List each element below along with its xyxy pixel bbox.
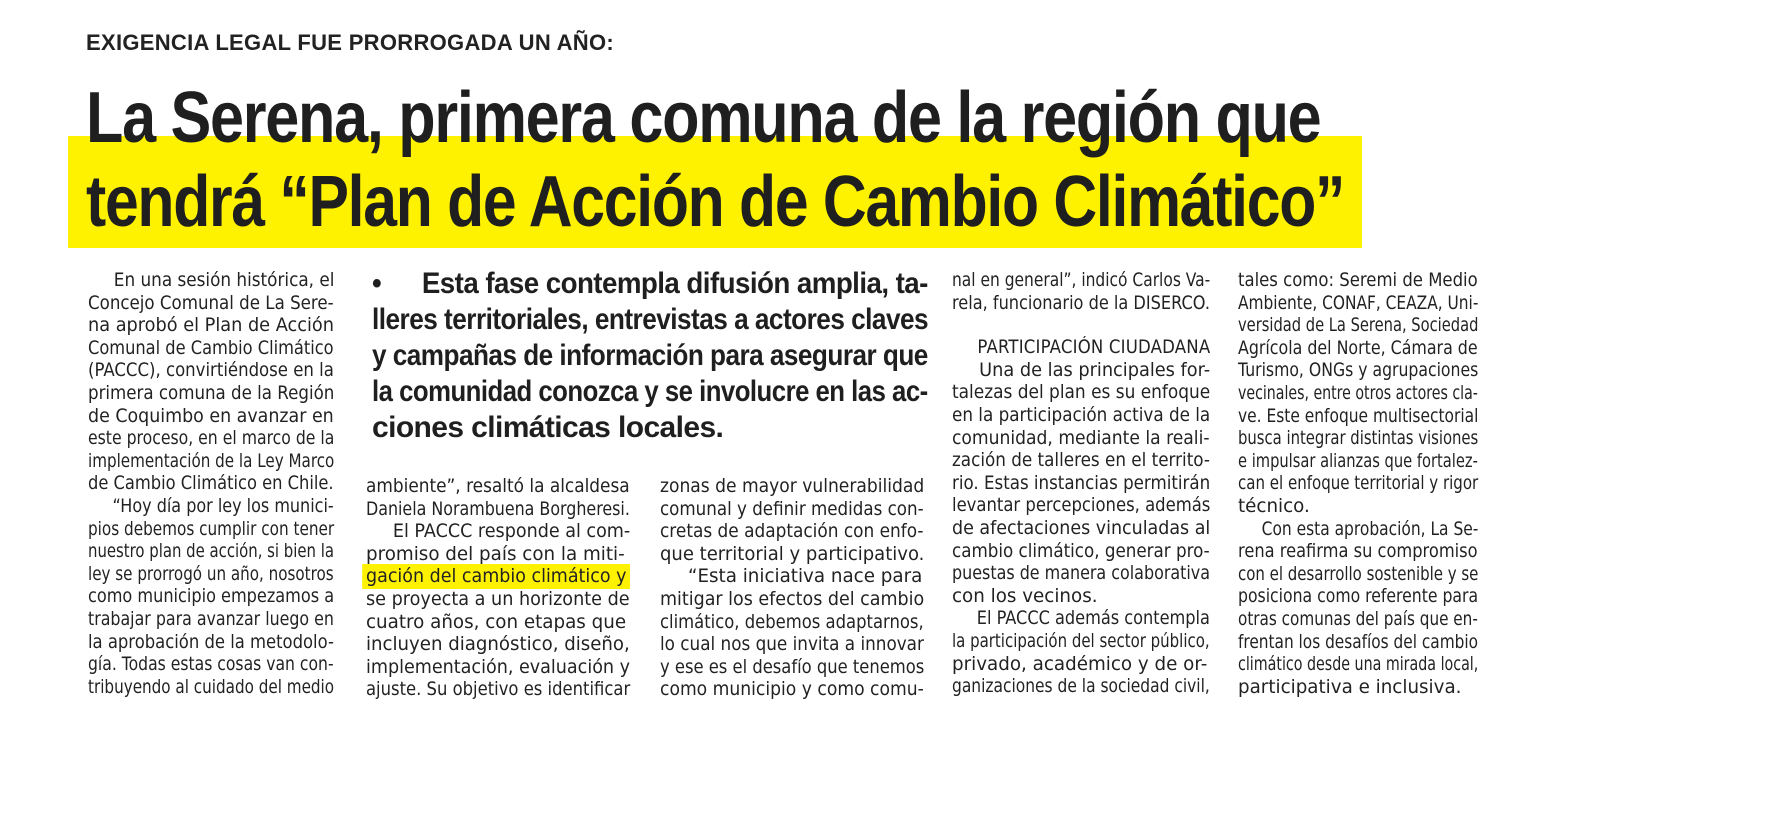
col3-line: comunal y definir medidas con-: [660, 498, 924, 520]
col3-line: como municipio y como comu-: [660, 679, 924, 701]
lede-line: ciones climáticas locales.: [372, 411, 724, 444]
col1-line: implementación de la Ley Marco: [88, 450, 335, 472]
col1-line: tribuyendo al cuidado del medio: [88, 676, 335, 698]
headline-line-2: tendrá “Plan de Acción de Cambio Climático”: [86, 162, 1345, 242]
lede: [372, 266, 928, 446]
col1-line: na aprobó el Plan de Acción: [88, 315, 334, 337]
col3-line: que territorial y participativo.: [660, 543, 925, 565]
col1-line: primera comuna de la Región: [88, 382, 335, 404]
col1-line: Concejo Comunal de La Sere-: [88, 292, 334, 314]
highlighted-phrase: gación del cambio climático y: [362, 564, 630, 589]
col4-line: levantar percepciones, además: [952, 495, 1211, 517]
col5-line: rena reafirma su compromiso: [1238, 541, 1478, 563]
col3-line: climático, debemos adaptarnos,: [660, 611, 924, 633]
col2-line: El PACCC responde al com-: [392, 521, 631, 543]
col5-line: ve. Este enfoque multisectorial: [1238, 405, 1479, 427]
col5-line: tales como: Seremi de Medio: [1238, 270, 1478, 291]
col2-line: ajuste. Su objetivo es identificar: [366, 679, 631, 701]
col4-line: con los vecinos.: [952, 585, 1098, 607]
col4-line: privado, académico y de or-: [952, 653, 1208, 675]
col4-line: ganizaciones de la sociedad civil,: [952, 676, 1210, 698]
col5-line: e impulsar alianzas que fortalez-: [1238, 450, 1478, 472]
lede-line: y campañas de información para asegurar que: [372, 339, 928, 372]
col4-line: El PACCC además contempla: [976, 608, 1210, 630]
column-5: [1238, 270, 1478, 699]
col5-line: can el enfoque territorial y rigor: [1238, 473, 1479, 495]
col3-line: mitigar los efectos del cambio: [660, 588, 925, 610]
col4-line: PARTICIPACIÓN CIUDADANA: [977, 337, 1211, 359]
col3-line: lo cual nos que invita a innovar: [660, 634, 924, 656]
col4-line: en la participación activa de la: [952, 404, 1211, 426]
column-4: [952, 270, 1210, 699]
col5-line: climático desde una mirada local,: [1238, 654, 1479, 676]
col5-line: Agrícola del Norte, Cámara de: [1238, 337, 1478, 359]
col5-line: frentan los desafíos del cambio: [1238, 631, 1479, 653]
col5-line: versidad de La Serena, Sociedad: [1238, 315, 1479, 337]
col1-line: pios debemos cumplir con tener: [88, 518, 335, 540]
col2-line: implementación, evaluación y: [366, 656, 631, 678]
bullet-icon: •: [372, 267, 382, 300]
col1-line: la aprobación de la metodolo-: [88, 631, 334, 653]
col5-line: vecinales, entre otros actores cla-: [1238, 382, 1478, 404]
col4-line: rela, funcionario de la DISERCO.: [952, 292, 1210, 314]
column-3: [660, 476, 924, 702]
col1-line: como municipio empezamos a: [88, 586, 335, 608]
col4-line: rio. Estas instancias permitirán: [952, 472, 1211, 494]
col1-line: de Coquimbo en avanzar en: [88, 405, 334, 427]
col1-line: este proceso, en el marco de la: [88, 428, 335, 450]
lede-line: lleres territoriales, entrevistas a actores claves: [372, 303, 929, 336]
col4-line: de afectaciones vinculadas al: [952, 517, 1211, 539]
col5-line: busca integrar distintas visiones: [1238, 428, 1479, 450]
col4-line: nal en general”, indicó Carlos Va-: [952, 270, 1211, 291]
col5-line: otras comunas del país que en-: [1238, 608, 1478, 630]
col2-line: incluyen diagnóstico, diseño,: [366, 634, 630, 656]
col3-line: “Esta iniciativa nace para: [688, 566, 923, 588]
col5-line: posiciona como referente para: [1238, 586, 1479, 608]
col2-line: promiso del país con la miti-: [366, 543, 625, 565]
col1-line: En una sesión histórica, el: [113, 270, 335, 291]
col4-line: comunidad, mediante la reali-: [952, 427, 1210, 449]
col5-line: participativa e inclusiva.: [1238, 676, 1462, 698]
col5-line: técnico.: [1238, 495, 1310, 517]
col3-line: cretas de adaptación con enfo-: [660, 521, 924, 543]
col1-line: gía. Todas estas cosas van con-: [88, 654, 334, 676]
col2-line: ambiente”, resaltó la alcaldesa: [366, 476, 630, 497]
col2-line: [366, 566, 627, 589]
col2-line: se proyecta a un horizonte de: [366, 588, 630, 610]
lede-line: la comunidad conozca y se involucre en las ac-: [372, 375, 928, 408]
col5-line: Turismo, ONGs y agrupaciones: [1238, 360, 1479, 382]
col3-line: y ese es el desafío que tenemos: [660, 656, 925, 678]
column-1: [88, 270, 334, 699]
col1-line: ley se prorrogó un año, nosotros: [88, 563, 334, 585]
col4-line: Una de las principales for-: [979, 359, 1211, 381]
col4-line: puestas de manera colaborativa: [952, 563, 1210, 585]
col5-line: Con esta aprobación, La Se-: [1261, 518, 1479, 540]
col1-line: “Hoy día por ley los munici-: [112, 495, 334, 517]
col3-line: zonas de mayor vulnerabilidad: [660, 476, 925, 497]
col1-line: de Cambio Climático en Chile.: [88, 473, 334, 495]
col2-line: Daniela Norambuena Borgheresi.: [366, 498, 630, 520]
col4-line: cambio climático, generar pro-: [952, 540, 1210, 562]
col1-line: Comunal de Cambio Climático: [88, 337, 334, 359]
col2-line: cuatro años, con etapas que: [366, 611, 627, 633]
col5-line: con el desarrollo sostenible y se: [1238, 563, 1479, 585]
col1-line: nuestro plan de acción, si bien la: [88, 541, 334, 563]
col5-line: Ambiente, CONAF, CEAZA, Uni-: [1238, 292, 1479, 314]
col4-line: la participación del sector público,: [952, 630, 1210, 652]
col4-line: talezas del plan es su enfoque: [952, 382, 1211, 404]
col1-line: (PACCC), convirtiéndose en la: [88, 360, 334, 382]
col4-line: zación de talleres en el territo-: [952, 450, 1210, 472]
lede-line: • Esta fase contempla difusión amplia, ta-: [372, 267, 928, 300]
headline-line-1: La Serena, primera comuna de la región que: [86, 78, 1321, 158]
column-2: [366, 476, 630, 702]
kicker: EXIGENCIA LEGAL FUE PRORROGADA UN AÑO:: [86, 30, 615, 55]
col1-line: trabajar para avanzar luego en: [88, 608, 334, 630]
